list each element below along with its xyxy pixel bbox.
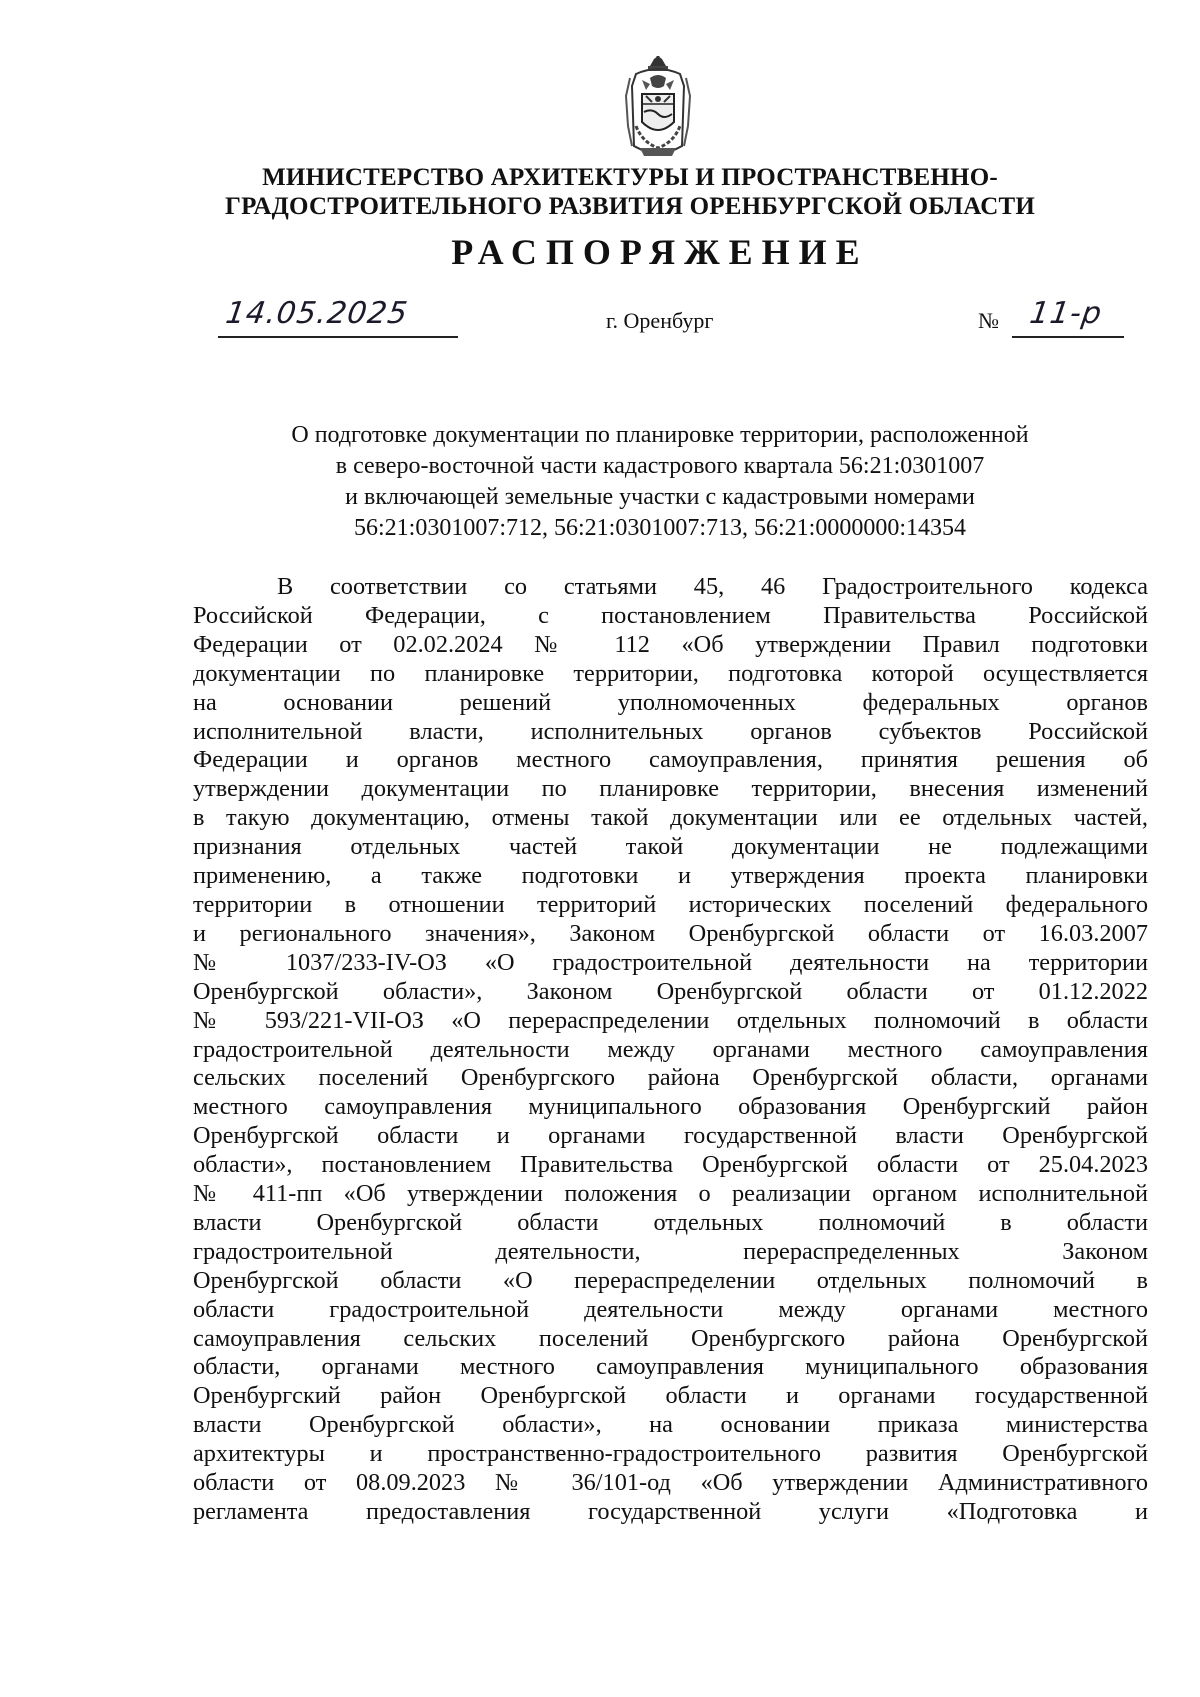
ministry-line-2: ГРАДОСТРОИТЕЛЬНОГО РАЗВИТИЯ ОРЕНБУРГСКОЙ ОБЛАСТИ xyxy=(225,193,1035,220)
body-line: сельских поселений Оренбургского района Оренбургской области, органами xyxy=(193,1064,1148,1092)
body-line: градостроительной деятельности, перераспределенных Законом xyxy=(193,1237,1148,1265)
ministry-line-1: МИНИСТЕРСТВО АРХИТЕКТУРЫ И ПРОСТРАНСТВЕННО- xyxy=(262,164,998,191)
body-line: области градостроительной деятельности между органами местного xyxy=(193,1295,1148,1323)
body-line: Оренбургский район Оренбургской области и органами государственной xyxy=(193,1382,1148,1410)
oblast-coat-of-arms-icon xyxy=(622,56,694,160)
body-line: № 411-пп «Об утверждении положения о реализации органом исполнительной xyxy=(193,1180,1148,1208)
body-line: области», постановлением Правительства Оренбургской области от 25.04.2023 xyxy=(193,1151,1148,1179)
body-line: территории в отношении территорий исторических поселений федерального xyxy=(193,890,1148,918)
handwritten-number: 11-р xyxy=(1027,296,1105,331)
body-line: области от 08.09.2023 № 36/101-од «Об утверждении Административного xyxy=(193,1469,1148,1497)
body-line: В соответствии со статьями 45, 46 Градостроительного кодекса xyxy=(277,573,1148,600)
body-line: Оренбургской области «О перераспределении отдельных полномочий в xyxy=(193,1266,1148,1294)
body-line: применению, а также подготовки и утверждения проекта планировки xyxy=(193,862,1148,890)
body-line: исполнительной власти, исполнительных органов субъектов Российской xyxy=(193,717,1148,745)
body-line: и регионального значения», Законом Оренбургской области от 16.03.2007 xyxy=(193,919,1148,947)
handwritten-date: 14.05.2025 xyxy=(223,296,411,331)
subject-line: 56:21:0301007:712, 56:21:0301007:713, 56:21:0000000:14354 xyxy=(353,515,966,541)
number-sign-label: № xyxy=(978,308,999,333)
body-line: градостроительной деятельности между органами местного самоуправления xyxy=(193,1035,1148,1063)
body-line: регламента предоставления государственной услуги «Подготовка и xyxy=(193,1498,1148,1525)
body-line: власти Оренбургской области», на основании приказа министерства xyxy=(193,1411,1148,1439)
subject-line: О подготовке документации по планировке территории, расположенной xyxy=(291,422,1029,448)
document-body xyxy=(193,573,1148,1527)
body-line: власти Оренбургской области отдельных полномочий в области xyxy=(193,1208,1148,1236)
body-line: Оренбургской области и органами государственной власти Оренбургской xyxy=(193,1122,1148,1150)
date-field xyxy=(218,296,458,338)
body-line: на основании решений уполномоченных федеральных органов xyxy=(193,688,1148,716)
body-line: № 593/221-VII-ОЗ «О перераспределении отдельных полномочий в области xyxy=(193,1006,1148,1034)
body-line: области, органами местного самоуправления муниципального образования xyxy=(193,1353,1148,1381)
body-line: признания отдельных частей такой документации не подлежащими xyxy=(193,833,1148,861)
body-line: в такую документацию, отмены такой документации или ее отдельных частей, xyxy=(193,804,1148,832)
number-underline xyxy=(1012,296,1124,338)
body-line: архитектуры и пространственно-градостроительного развития Оренбургской xyxy=(193,1440,1148,1468)
subject-line: в северо-восточной части кадастрового квартала 56:21:0301007 xyxy=(335,453,985,479)
body-line: документации по планировке территории, подготовка которой осуществляется xyxy=(193,659,1148,687)
city-label: г. Оренбург xyxy=(606,308,714,333)
body-line: Российской Федерации, с постановлением Правительства Российской xyxy=(193,601,1148,629)
body-line: самоуправления сельских поселений Оренбургского района Оренбургской xyxy=(193,1324,1148,1352)
ministry-name xyxy=(150,163,1110,221)
subject-line: и включающей земельные участки с кадастровыми номерами xyxy=(345,484,975,510)
body-line: Федерации и органов местного самоуправления, принятия решения об xyxy=(193,746,1148,774)
body-line: Оренбургской области», Законом Оренбургской области от 01.12.2022 xyxy=(193,977,1148,1005)
body-line: местного самоуправления муниципального образования Оренбургский район xyxy=(193,1093,1148,1121)
body-line: № 1037/233-IV-ОЗ «О градостроительной деятельности на территории xyxy=(193,948,1148,976)
body-line: Федерации от 02.02.2024 № 112 «Об утверждении Правил подготовки xyxy=(193,630,1148,658)
body-line: утверждении документации по планировке территории, внесения изменений xyxy=(193,775,1148,803)
document-subject xyxy=(200,420,1120,544)
document-type-title: РАСПОРЯЖЕНИЕ xyxy=(451,232,869,272)
